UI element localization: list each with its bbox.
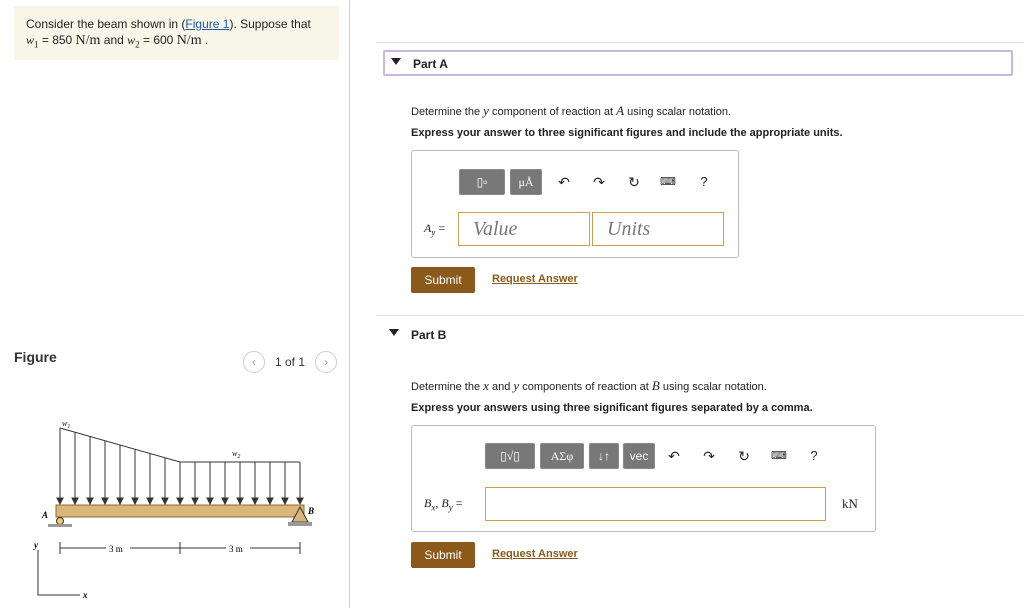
answer-input[interactable]	[485, 487, 826, 521]
part-b-answer-box	[411, 425, 876, 532]
keyboard-icon[interactable]: ⌨	[660, 176, 676, 188]
units-input[interactable]: Units	[592, 212, 724, 246]
beam-figure	[20, 410, 330, 600]
reset-icon[interactable]: ↻	[628, 174, 640, 190]
greek-button[interactable]: ΑΣφ	[540, 443, 584, 469]
redo-icon[interactable]: ↷	[703, 448, 715, 464]
figure-link[interactable]: Figure 1	[185, 17, 230, 31]
problem-text: Consider the beam shown in (	[26, 17, 186, 31]
redo-icon[interactable]: ↷	[593, 174, 605, 190]
var-w2-sub: 2	[135, 39, 140, 50]
value-w1: = 850	[38, 33, 76, 47]
part-b-header[interactable]	[383, 323, 1013, 349]
collapse-triangle-icon	[391, 58, 401, 65]
part-a-answer-box	[411, 150, 739, 258]
answer-pane	[351, 0, 1024, 608]
part-b-label: Part B	[411, 328, 447, 342]
problem-text: .	[201, 33, 209, 47]
chevron-left-icon[interactable]: ‹	[243, 351, 265, 373]
divider	[376, 315, 1024, 316]
part-a-label: Part A	[413, 57, 448, 71]
answer-label-ay: $A_y$ =	[424, 221, 446, 238]
collapse-triangle-icon	[389, 329, 399, 336]
help-button[interactable]: ?	[810, 448, 818, 463]
figure-counter: 1 of 1	[275, 355, 306, 369]
chevron-right-icon[interactable]: ›	[315, 351, 337, 373]
part-a-question: Determine the y component of reaction at A using scalar notation.	[411, 103, 732, 118]
label-y: y	[34, 540, 38, 550]
vec-button[interactable]: vec	[623, 443, 655, 469]
keyboard-icon[interactable]: ⌨	[771, 450, 787, 462]
problem-pane	[0, 0, 350, 608]
axes	[38, 550, 80, 595]
support-a	[57, 518, 64, 525]
figure-title: Figure	[14, 349, 57, 365]
undo-icon[interactable]: ↶	[668, 448, 680, 464]
label-b: B	[308, 506, 315, 516]
value-w2: = 600	[139, 33, 177, 47]
reset-icon[interactable]: ↻	[738, 448, 750, 464]
label-dim-2: 3 m	[229, 544, 243, 554]
answer-label-bxby: $B_x$, $B_y$ =	[424, 496, 463, 513]
support-b-base	[288, 522, 312, 526]
label-w1: $w_1$	[62, 419, 71, 430]
problem-statement	[14, 6, 339, 60]
label-w2: $w_2$	[232, 449, 241, 460]
var-w1: w	[26, 33, 35, 47]
part-b-submit-button[interactable]: Submit	[411, 542, 475, 568]
value-input[interactable]: Value	[458, 212, 590, 246]
label-a: A	[42, 510, 49, 520]
part-a-request-answer-link[interactable]: Request Answer	[492, 273, 578, 285]
arrows-button[interactable]: ↓↑	[589, 443, 619, 469]
template-button[interactable]: ▯▫	[459, 169, 505, 195]
beam	[56, 505, 304, 517]
support-a-base	[48, 524, 72, 527]
part-b-request-answer-link[interactable]: Request Answer	[492, 548, 578, 560]
undo-icon[interactable]: ↶	[558, 174, 570, 190]
part-a-instruction: Express your answer to three significant figures and include the appropriate units.	[411, 127, 843, 139]
template-button[interactable]: ▯√▯	[485, 443, 535, 469]
var-w1-sub: 1	[34, 39, 39, 50]
load-arrows	[57, 428, 303, 504]
var-w2: w	[127, 33, 136, 47]
divider	[376, 42, 1024, 43]
label-dim-1: 3 m	[109, 544, 123, 554]
units-button[interactable]: μÅ	[510, 169, 542, 195]
label-x: x	[83, 590, 88, 600]
part-a-header[interactable]	[383, 50, 1013, 76]
part-b-question: Determine the x and y components of reaction at B using scalar notation.	[411, 378, 767, 393]
problem-text: and	[100, 33, 128, 47]
unit-label: kN	[842, 496, 858, 511]
part-a-submit-button[interactable]: Submit	[411, 267, 475, 293]
unit-w1: N/m	[75, 33, 101, 48]
unit-w2: N/m	[176, 33, 202, 48]
load-outline	[60, 428, 300, 462]
help-button[interactable]: ?	[700, 174, 708, 189]
part-b-instruction: Express your answers using three significant figures separated by a comma.	[411, 402, 813, 414]
problem-text: ). Suppose that	[229, 17, 311, 31]
